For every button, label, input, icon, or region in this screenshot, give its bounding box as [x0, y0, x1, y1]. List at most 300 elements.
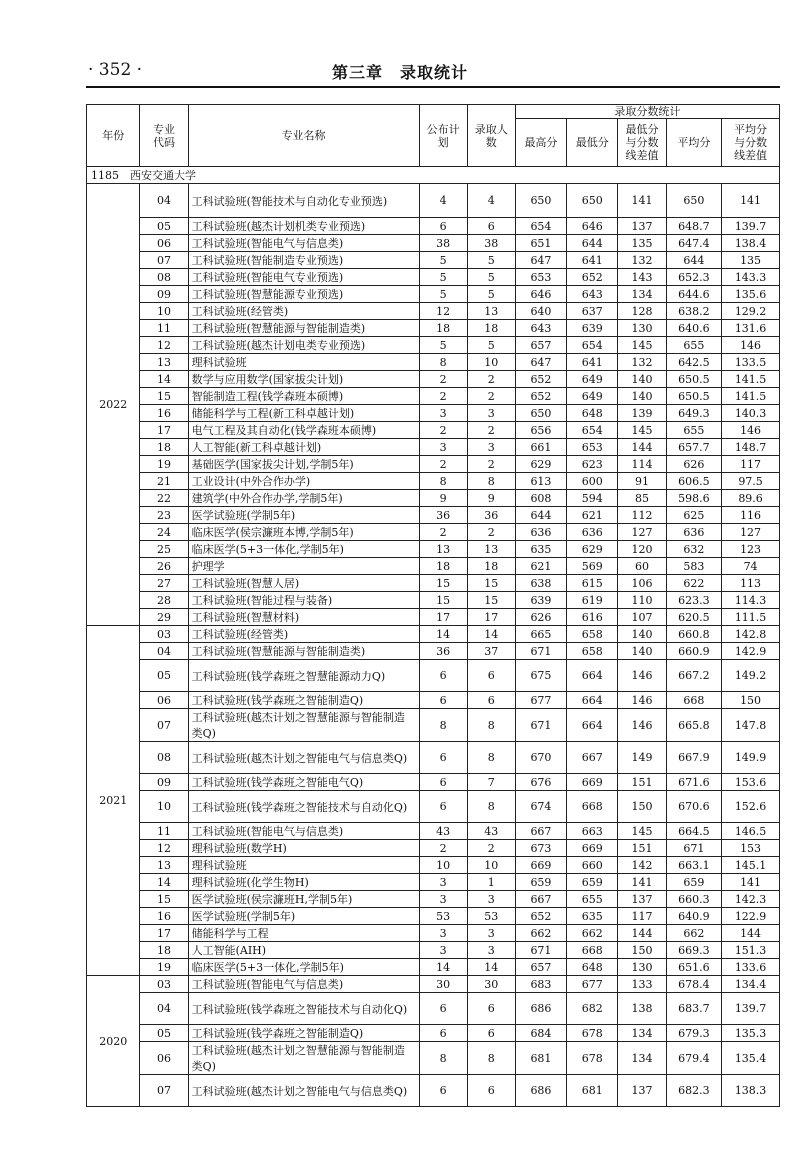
max-cell: 670: [515, 742, 566, 774]
name-cell: 工科试验班(经管类): [188, 303, 419, 320]
code-cell: 15: [140, 891, 188, 908]
admitted-cell: 18: [467, 320, 515, 337]
admitted-cell: 38: [467, 235, 515, 252]
admitted-cell: 3: [467, 439, 515, 456]
table-row: [87, 218, 780, 235]
min-diff-cell: 106: [618, 575, 666, 592]
code-cell: 13: [140, 857, 188, 874]
min-diff-cell: 140: [618, 388, 666, 405]
min-cell: 639: [567, 320, 618, 337]
min-cell: 653: [567, 439, 618, 456]
avg-cell: 655: [666, 422, 722, 439]
plan-cell: 6: [419, 1025, 467, 1042]
avg-cell: 657.7: [666, 439, 722, 456]
admitted-cell: 18: [467, 558, 515, 575]
code-cell: 04: [140, 993, 188, 1025]
avg-cell: 678.4: [666, 976, 722, 993]
avg-cell: 667.2: [666, 660, 722, 692]
avg-diff-cell: 146: [722, 422, 780, 439]
min-cell: 664: [567, 709, 618, 742]
avg-diff-cell: 138.3: [722, 1075, 780, 1107]
code-cell: 12: [140, 337, 188, 354]
code-cell: 11: [140, 320, 188, 337]
plan-cell: 13: [419, 541, 467, 558]
admitted-cell: 17: [467, 609, 515, 626]
admitted-cell: 6: [467, 660, 515, 692]
code-cell: 07: [140, 252, 188, 269]
table-row: [87, 235, 780, 252]
code-cell: 27: [140, 575, 188, 592]
avg-diff-cell: 133.5: [722, 354, 780, 371]
min-diff-cell: 150: [618, 942, 666, 959]
admitted-cell: 8: [467, 473, 515, 490]
min-diff-cell: 145: [618, 337, 666, 354]
min-cell: 654: [567, 337, 618, 354]
plan-cell: 3: [419, 439, 467, 456]
name-cell: 工科试验班(越杰计划电类专业预选): [188, 337, 419, 354]
name-cell: 工科试验班(智慧能源与智能制造类): [188, 643, 419, 660]
plan-cell: 8: [419, 1042, 467, 1075]
admitted-cell: 4: [467, 184, 515, 218]
avg-diff-cell: 139.7: [722, 218, 780, 235]
min-diff-cell: 149: [618, 742, 666, 774]
table-row: [87, 840, 780, 857]
plan-cell: 53: [419, 908, 467, 925]
min-diff-cell: 114: [618, 456, 666, 473]
table-row: [87, 473, 780, 490]
code-cell: 16: [140, 405, 188, 422]
col-admitted-header: 录取人数: [467, 105, 515, 167]
avg-diff-cell: 146: [722, 337, 780, 354]
table-row: [87, 791, 780, 823]
min-cell: 660: [567, 857, 618, 874]
max-cell: 635: [515, 541, 566, 558]
min-cell: 659: [567, 874, 618, 891]
table-row: [87, 388, 780, 405]
avg-diff-cell: 142.9: [722, 643, 780, 660]
avg-cell: 664.5: [666, 823, 722, 840]
code-cell: 10: [140, 791, 188, 823]
plan-cell: 2: [419, 371, 467, 388]
code-cell: 09: [140, 286, 188, 303]
max-cell: 650: [515, 184, 566, 218]
admitted-cell: 2: [467, 371, 515, 388]
min-cell: 678: [567, 1025, 618, 1042]
code-cell: 18: [140, 942, 188, 959]
max-cell: 684: [515, 1025, 566, 1042]
admitted-cell: 6: [467, 1075, 515, 1107]
avg-cell: 622: [666, 575, 722, 592]
col-min-header: 最低分: [567, 119, 618, 167]
plan-cell: 4: [419, 184, 467, 218]
max-cell: 671: [515, 942, 566, 959]
min-diff-cell: 140: [618, 643, 666, 660]
plan-cell: 3: [419, 925, 467, 942]
table-row: [87, 490, 780, 507]
name-cell: 工科试验班(钱学森班之智能制造Q): [188, 692, 419, 709]
code-cell: 05: [140, 660, 188, 692]
min-diff-cell: 110: [618, 592, 666, 609]
max-cell: 659: [515, 874, 566, 891]
table-row: [87, 709, 780, 742]
max-cell: 671: [515, 709, 566, 742]
min-diff-cell: 138: [618, 993, 666, 1025]
plan-cell: 2: [419, 524, 467, 541]
name-cell: 工科试验班(越杰计划机类专业预选): [188, 218, 419, 235]
avg-cell: 626: [666, 456, 722, 473]
avg-cell: 650: [666, 184, 722, 218]
min-cell: 623: [567, 456, 618, 473]
max-cell: 652: [515, 908, 566, 925]
max-cell: 621: [515, 558, 566, 575]
col-name-header: 专业名称: [188, 105, 419, 167]
min-diff-cell: 142: [618, 857, 666, 874]
max-cell: 636: [515, 524, 566, 541]
avg-cell: 598.6: [666, 490, 722, 507]
avg-cell: 665.8: [666, 709, 722, 742]
max-cell: 656: [515, 422, 566, 439]
admitted-cell: 1: [467, 874, 515, 891]
code-cell: 14: [140, 371, 188, 388]
table-row: [87, 942, 780, 959]
max-cell: 613: [515, 473, 566, 490]
name-cell: 工科试验班(钱学森班之智能技术与自动化Q): [188, 993, 419, 1025]
table-row: [87, 184, 780, 218]
plan-cell: 6: [419, 218, 467, 235]
min-cell: 619: [567, 592, 618, 609]
avg-cell: 632: [666, 541, 722, 558]
avg-diff-cell: 111.5: [722, 609, 780, 626]
min-diff-cell: 85: [618, 490, 666, 507]
name-cell: 工科试验班(智能电气与信息类): [188, 235, 419, 252]
min-diff-cell: 135: [618, 235, 666, 252]
name-cell: 临床医学(5+3一体化,学制5年): [188, 541, 419, 558]
min-diff-cell: 137: [618, 1075, 666, 1107]
avg-diff-cell: 131.6: [722, 320, 780, 337]
avg-cell: 651.6: [666, 959, 722, 976]
table-row: [87, 286, 780, 303]
plan-cell: 3: [419, 891, 467, 908]
min-diff-cell: 146: [618, 660, 666, 692]
min-cell: 654: [567, 422, 618, 439]
name-cell: 工科试验班(越杰计划之智能电气与信息类Q): [188, 1075, 419, 1107]
avg-cell: 644: [666, 252, 722, 269]
max-cell: 681: [515, 1042, 566, 1075]
name-cell: 工科试验班(越杰计划之智能电气与信息类Q): [188, 742, 419, 774]
min-cell: 681: [567, 1075, 618, 1107]
code-cell: 18: [140, 439, 188, 456]
admitted-cell: 37: [467, 643, 515, 660]
avg-diff-cell: 142.3: [722, 891, 780, 908]
admitted-cell: 3: [467, 942, 515, 959]
table-row: [87, 456, 780, 473]
plan-cell: 6: [419, 774, 467, 791]
avg-cell: 679.3: [666, 1025, 722, 1042]
max-cell: 686: [515, 1075, 566, 1107]
col-code-header: 专业 代码: [140, 105, 188, 167]
code-cell: 17: [140, 925, 188, 942]
admitted-cell: 14: [467, 626, 515, 643]
avg-cell: 667.9: [666, 742, 722, 774]
max-cell: 640: [515, 303, 566, 320]
admitted-cell: 8: [467, 709, 515, 742]
max-cell: 657: [515, 959, 566, 976]
name-cell: 工科试验班(钱学森班之智慧能源动力Q): [188, 660, 419, 692]
plan-cell: 2: [419, 388, 467, 405]
min-cell: 678: [567, 1042, 618, 1075]
min-diff-cell: 120: [618, 541, 666, 558]
avg-diff-cell: 89.6: [722, 490, 780, 507]
min-cell: 594: [567, 490, 618, 507]
name-cell: 储能科学与工程(新工科卓越计划): [188, 405, 419, 422]
avg-cell: 659: [666, 874, 722, 891]
admitted-cell: 36: [467, 507, 515, 524]
plan-cell: 18: [419, 320, 467, 337]
max-cell: 646: [515, 286, 566, 303]
code-cell: 17: [140, 422, 188, 439]
min-diff-cell: 151: [618, 840, 666, 857]
min-diff-cell: 151: [618, 774, 666, 791]
max-cell: 683: [515, 976, 566, 993]
avg-diff-cell: 123: [722, 541, 780, 558]
avg-cell: 648.7: [666, 218, 722, 235]
avg-diff-cell: 149.9: [722, 742, 780, 774]
min-diff-cell: 112: [618, 507, 666, 524]
min-cell: 652: [567, 269, 618, 286]
code-cell: 04: [140, 184, 188, 218]
admitted-cell: 5: [467, 269, 515, 286]
code-cell: 22: [140, 490, 188, 507]
page-number: · 352 ·: [88, 60, 143, 80]
max-cell: 661: [515, 439, 566, 456]
min-cell: 616: [567, 609, 618, 626]
plan-cell: 8: [419, 354, 467, 371]
max-cell: 644: [515, 507, 566, 524]
table-row: [87, 524, 780, 541]
min-cell: 669: [567, 774, 618, 791]
table-row: [87, 976, 780, 993]
code-cell: 06: [140, 1042, 188, 1075]
plan-cell: 30: [419, 976, 467, 993]
name-cell: 理科试验班(数学H): [188, 840, 419, 857]
admitted-cell: 8: [467, 742, 515, 774]
admitted-cell: 8: [467, 791, 515, 823]
name-cell: 工科试验班(智能过程与装备): [188, 592, 419, 609]
min-cell: 650: [567, 184, 618, 218]
min-diff-cell: 146: [618, 709, 666, 742]
table-row: [87, 439, 780, 456]
avg-diff-cell: 135.4: [722, 1042, 780, 1075]
admitted-cell: 30: [467, 976, 515, 993]
code-cell: 21: [140, 473, 188, 490]
plan-cell: 15: [419, 575, 467, 592]
min-diff-cell: 140: [618, 626, 666, 643]
admitted-cell: 2: [467, 840, 515, 857]
table-row: [87, 823, 780, 840]
plan-cell: 14: [419, 959, 467, 976]
avg-diff-cell: 140.3: [722, 405, 780, 422]
min-diff-cell: 117: [618, 908, 666, 925]
min-diff-cell: 132: [618, 252, 666, 269]
min-cell: 669: [567, 840, 618, 857]
min-diff-cell: 133: [618, 976, 666, 993]
plan-cell: 18: [419, 558, 467, 575]
admitted-cell: 5: [467, 337, 515, 354]
admitted-cell: 5: [467, 252, 515, 269]
avg-cell: 671: [666, 840, 722, 857]
max-cell: 639: [515, 592, 566, 609]
avg-diff-cell: 143.3: [722, 269, 780, 286]
min-diff-cell: 145: [618, 422, 666, 439]
admitted-cell: 15: [467, 575, 515, 592]
plan-cell: 5: [419, 286, 467, 303]
code-cell: 23: [140, 507, 188, 524]
name-cell: 建筑学(中外合作办学,学制5年): [188, 490, 419, 507]
max-cell: 657: [515, 337, 566, 354]
avg-diff-cell: 153: [722, 840, 780, 857]
code-cell: 03: [140, 976, 188, 993]
max-cell: 667: [515, 891, 566, 908]
avg-cell: 606.5: [666, 473, 722, 490]
code-cell: 08: [140, 269, 188, 286]
max-cell: 647: [515, 354, 566, 371]
min-diff-cell: 143: [618, 269, 666, 286]
admitted-cell: 3: [467, 405, 515, 422]
code-cell: 19: [140, 456, 188, 473]
name-cell: 工科试验班(智慧能源与智能制造类): [188, 320, 419, 337]
name-cell: 护理学: [188, 558, 419, 575]
min-cell: 648: [567, 405, 618, 422]
max-cell: 652: [515, 388, 566, 405]
chapter-title: 第三章 录取统计: [331, 63, 468, 82]
avg-cell: 662: [666, 925, 722, 942]
table-row: [87, 575, 780, 592]
plan-cell: 3: [419, 405, 467, 422]
col-avg-diff-header: 平均分 与分数 线差值: [722, 119, 780, 167]
min-cell: 637: [567, 303, 618, 320]
avg-diff-cell: 139.7: [722, 993, 780, 1025]
name-cell: 工科试验班(智慧能源专业预选): [188, 286, 419, 303]
name-cell: 工科试验班(智能电气专业预选): [188, 269, 419, 286]
avg-cell: 652.3: [666, 269, 722, 286]
name-cell: 人工智能(AIH): [188, 942, 419, 959]
max-cell: 638: [515, 575, 566, 592]
code-cell: 15: [140, 388, 188, 405]
min-cell: 658: [567, 643, 618, 660]
min-diff-cell: 130: [618, 959, 666, 976]
avg-cell: 655: [666, 337, 722, 354]
plan-cell: 5: [419, 269, 467, 286]
avg-diff-cell: 138.4: [722, 235, 780, 252]
avg-diff-cell: 148.7: [722, 439, 780, 456]
avg-cell: 663.1: [666, 857, 722, 874]
table-row: [87, 774, 780, 791]
plan-cell: 3: [419, 874, 467, 891]
table-row: [87, 541, 780, 558]
plan-cell: 8: [419, 473, 467, 490]
avg-cell: 670.6: [666, 791, 722, 823]
table-row: [87, 643, 780, 660]
code-cell: 26: [140, 558, 188, 575]
plan-cell: 6: [419, 1075, 467, 1107]
code-cell: 05: [140, 1025, 188, 1042]
min-diff-cell: 141: [618, 184, 666, 218]
code-cell: 07: [140, 1075, 188, 1107]
min-cell: 663: [567, 823, 618, 840]
avg-diff-cell: 142.8: [722, 626, 780, 643]
max-cell: 676: [515, 774, 566, 791]
min-diff-cell: 144: [618, 439, 666, 456]
min-cell: 636: [567, 524, 618, 541]
avg-diff-cell: 114.3: [722, 592, 780, 609]
table-row: [87, 742, 780, 774]
avg-diff-cell: 135.3: [722, 1025, 780, 1042]
min-diff-cell: 107: [618, 609, 666, 626]
name-cell: 电气工程及其自动化(钱学森班本硕博): [188, 422, 419, 439]
table-row: [87, 592, 780, 609]
code-cell: 24: [140, 524, 188, 541]
table-row: [87, 857, 780, 874]
avg-diff-cell: 135.6: [722, 286, 780, 303]
admitted-cell: 6: [467, 692, 515, 709]
min-cell: 644: [567, 235, 618, 252]
avg-diff-cell: 134.4: [722, 976, 780, 993]
table-row: [87, 354, 780, 371]
plan-cell: 5: [419, 337, 467, 354]
max-cell: 643: [515, 320, 566, 337]
avg-cell: 636: [666, 524, 722, 541]
table-row: [87, 405, 780, 422]
table-row: [87, 908, 780, 925]
avg-diff-cell: 144: [722, 925, 780, 942]
avg-cell: 669.3: [666, 942, 722, 959]
max-cell: 629: [515, 456, 566, 473]
avg-diff-cell: 74: [722, 558, 780, 575]
admitted-cell: 10: [467, 857, 515, 874]
table-row: [87, 320, 780, 337]
avg-diff-cell: 141: [722, 184, 780, 218]
max-cell: 662: [515, 925, 566, 942]
year-cell: 2022: [87, 184, 140, 626]
min-diff-cell: 127: [618, 524, 666, 541]
admitted-cell: 2: [467, 388, 515, 405]
min-diff-cell: 134: [618, 1042, 666, 1075]
col-max-header: 最高分: [515, 119, 566, 167]
admitted-cell: 43: [467, 823, 515, 840]
avg-diff-cell: 129.2: [722, 303, 780, 320]
min-cell: 635: [567, 908, 618, 925]
min-diff-cell: 150: [618, 791, 666, 823]
avg-diff-cell: 141.5: [722, 388, 780, 405]
name-cell: 基础医学(国家拔尖计划,学制5年): [188, 456, 419, 473]
plan-cell: 6: [419, 742, 467, 774]
avg-cell: 650.5: [666, 371, 722, 388]
plan-cell: 6: [419, 791, 467, 823]
min-cell: 677: [567, 976, 618, 993]
min-cell: 662: [567, 925, 618, 942]
avg-diff-cell: 149.2: [722, 660, 780, 692]
avg-cell: 642.5: [666, 354, 722, 371]
name-cell: 工科试验班(智能技术与自动化专业预选): [188, 184, 419, 218]
min-cell: 600: [567, 473, 618, 490]
min-diff-cell: 128: [618, 303, 666, 320]
min-diff-cell: 132: [618, 354, 666, 371]
admitted-cell: 14: [467, 959, 515, 976]
max-cell: 626: [515, 609, 566, 626]
min-cell: 655: [567, 891, 618, 908]
name-cell: 临床医学(侯宗濂班本博,学制5年): [188, 524, 419, 541]
name-cell: 工科试验班(智能电气与信息类): [188, 823, 419, 840]
